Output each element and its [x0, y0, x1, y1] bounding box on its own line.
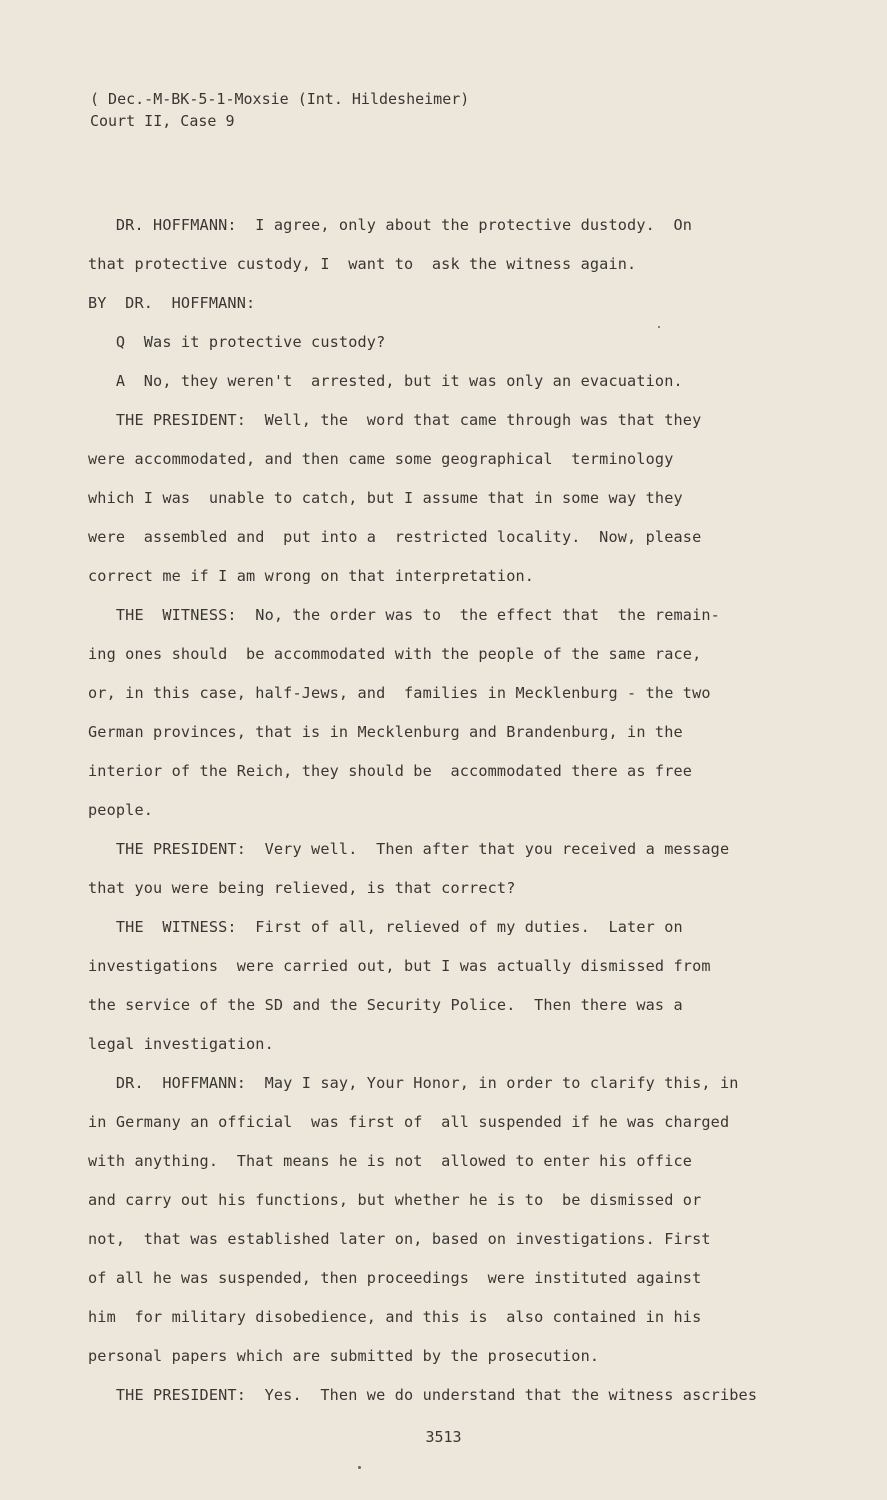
- transcript-line: Q Was it protective custody?: [88, 333, 386, 351]
- transcript-line: of all he was suspended, then proceedings were instituted against: [88, 1269, 702, 1287]
- transcript-line: THE PRESIDENT: Well, the word that came through was that they: [88, 411, 702, 429]
- transcript-line: ing ones should be accommodated with the people of the same race,: [88, 645, 702, 663]
- transcript-line: not, that was established later on, based on investigations. First: [88, 1230, 711, 1248]
- transcript-line: German provinces, that is in Mecklenburg and Brandenburg, in the: [88, 723, 683, 741]
- transcript-body: [88, 206, 788, 1415]
- ink-speck: [358, 1466, 361, 1469]
- transcript-line: THE WITNESS: No, the order was to the effect that the remain-: [88, 606, 720, 624]
- transcript-line: people.: [88, 801, 154, 819]
- transcript-line: and carry out his functions, but whether he is to be dismissed or: [88, 1191, 702, 1209]
- transcript-line: with anything. That means he is not allowed to enter his office: [88, 1152, 693, 1170]
- transcript-line: A No, they weren't arrested, but it was only an evacuation.: [88, 372, 683, 390]
- page-number: 3513: [425, 1428, 462, 1446]
- header-line-2: Court II, Case 9: [90, 112, 235, 130]
- transcript-line: legal investigation.: [88, 1035, 274, 1053]
- header-line-1: ( Dec.-M-BK-5-1-Moxsie (Int. Hildesheimer): [90, 90, 470, 108]
- transcript-line: that you were being relieved, is that correct?: [88, 879, 516, 897]
- transcript-line: the service of the SD and the Security Police. Then there was a: [88, 996, 683, 1014]
- transcript-line: which I was unable to catch, but I assume that in some way they: [88, 489, 683, 507]
- document-header: [90, 88, 469, 132]
- transcript-line: were assembled and put into a restricted locality. Now, please: [88, 528, 702, 546]
- transcript-line: DR. HOFFMANN: May I say, Your Honor, in order to clarify this, in: [88, 1074, 739, 1092]
- transcript-line: THE PRESIDENT: Yes. Then we do understand that the witness ascribes: [88, 1386, 758, 1404]
- transcript-line: DR. HOFFMANN: I agree, only about the protective dustody. On: [88, 216, 693, 234]
- transcript-line: interior of the Reich, they should be accommodated there as free: [88, 762, 693, 780]
- transcript-line: THE WITNESS: First of all, relieved of my duties. Later on: [88, 918, 683, 936]
- transcript-line: BY DR. HOFFMANN:: [88, 294, 256, 312]
- transcript-line: correct me if I am wrong on that interpretation.: [88, 567, 535, 585]
- transcript-line: or, in this case, half-Jews, and families in Mecklenburg - the two: [88, 684, 711, 702]
- transcript-line: that protective custody, I want to ask the witness again.: [88, 255, 637, 273]
- transcript-line: investigations were carried out, but I was actually dismissed from: [88, 957, 711, 975]
- ink-speck: [658, 326, 660, 328]
- transcript-line: him for military disobedience, and this is also contained in his: [88, 1308, 702, 1326]
- transcript-line: personal papers which are submitted by the prosecution.: [88, 1347, 600, 1365]
- transcript-line: were accommodated, and then came some geographical terminology: [88, 450, 674, 468]
- transcript-line: in Germany an official was first of all suspended if he was charged: [88, 1113, 730, 1131]
- transcript-line: THE PRESIDENT: Very well. Then after that you received a message: [88, 840, 730, 858]
